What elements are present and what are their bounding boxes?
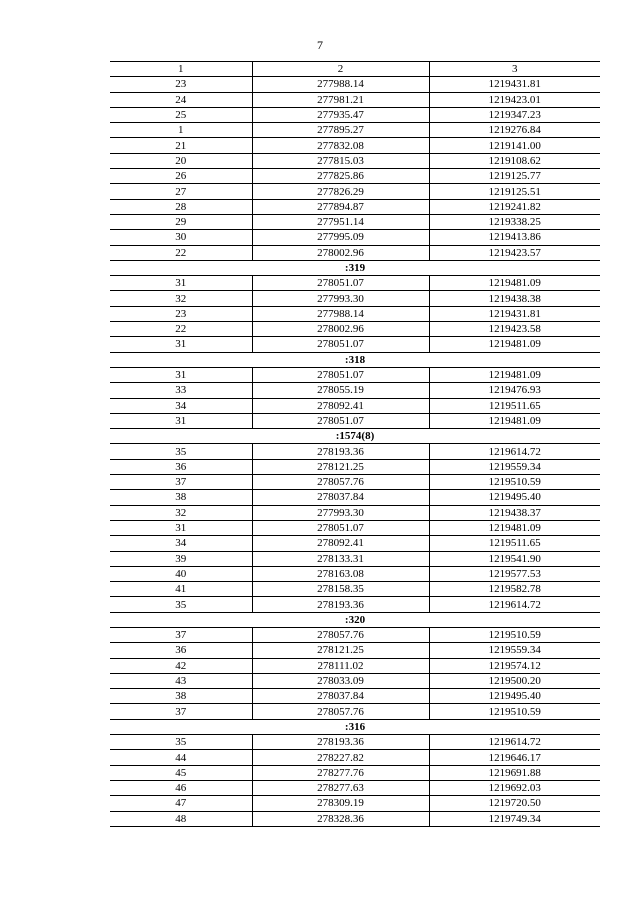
table-row <box>110 413 600 428</box>
y-coordinate-cell: 1219431.81 <box>429 306 600 321</box>
table-row <box>110 92 600 107</box>
table-row <box>110 765 600 780</box>
table-row <box>110 582 600 597</box>
x-coordinate-cell: 278037.84 <box>252 490 429 505</box>
x-coordinate-cell: 278133.31 <box>252 551 429 566</box>
table-row <box>110 444 600 459</box>
table-row <box>110 459 600 474</box>
x-coordinate-cell: 278002.96 <box>252 322 429 337</box>
point-number-cell: 43 <box>110 673 252 688</box>
y-coordinate-cell: 1219438.38 <box>429 291 600 306</box>
point-number-cell: 42 <box>110 658 252 673</box>
y-coordinate-cell: 1219749.34 <box>429 811 600 826</box>
section-title-row <box>110 352 600 367</box>
point-number-cell: 1 <box>110 123 252 138</box>
y-coordinate-cell: 1219510.59 <box>429 475 600 490</box>
table-header-row <box>110 62 600 77</box>
table-row <box>110 811 600 826</box>
point-number-cell: 23 <box>110 306 252 321</box>
table-row <box>110 199 600 214</box>
table-row <box>110 138 600 153</box>
column-header-y: 3 <box>429 62 600 77</box>
table-row <box>110 750 600 765</box>
table-row <box>110 169 600 184</box>
x-coordinate-cell: 278051.07 <box>252 520 429 535</box>
coordinates-table-body <box>110 62 600 827</box>
y-coordinate-cell: 1219541.90 <box>429 551 600 566</box>
point-number-cell: 47 <box>110 796 252 811</box>
table-row <box>110 214 600 229</box>
column-header-x: 2 <box>252 62 429 77</box>
x-coordinate-cell: 277995.09 <box>252 230 429 245</box>
table-row <box>110 306 600 321</box>
table-row <box>110 107 600 122</box>
point-number-cell: 35 <box>110 735 252 750</box>
table-row <box>110 383 600 398</box>
y-coordinate-cell: 1219574.12 <box>429 658 600 673</box>
point-number-cell: 29 <box>110 214 252 229</box>
y-coordinate-cell: 1219559.34 <box>429 459 600 474</box>
y-coordinate-cell: 1219720.50 <box>429 796 600 811</box>
point-number-cell: 32 <box>110 505 252 520</box>
point-number-cell: 36 <box>110 459 252 474</box>
point-number-cell: 37 <box>110 704 252 719</box>
section-title: :316 <box>110 719 600 734</box>
point-number-cell: 46 <box>110 780 252 795</box>
x-coordinate-cell: 278277.63 <box>252 780 429 795</box>
point-number-cell: 31 <box>110 413 252 428</box>
y-coordinate-cell: 1219125.77 <box>429 169 600 184</box>
y-coordinate-cell: 1219510.59 <box>429 627 600 642</box>
x-coordinate-cell: 277951.14 <box>252 214 429 229</box>
x-coordinate-cell: 278193.36 <box>252 597 429 612</box>
y-coordinate-cell: 1219125.51 <box>429 184 600 199</box>
x-coordinate-cell: 278057.76 <box>252 704 429 719</box>
section-title-row <box>110 719 600 734</box>
table-row <box>110 658 600 673</box>
x-coordinate-cell: 278055.19 <box>252 383 429 398</box>
x-coordinate-cell: 277815.03 <box>252 153 429 168</box>
y-coordinate-cell: 1219614.72 <box>429 444 600 459</box>
point-number-cell: 37 <box>110 627 252 642</box>
point-number-cell: 44 <box>110 750 252 765</box>
x-coordinate-cell: 278277.76 <box>252 765 429 780</box>
x-coordinate-cell: 278037.84 <box>252 689 429 704</box>
x-coordinate-cell: 277993.30 <box>252 505 429 520</box>
table-row <box>110 123 600 138</box>
page-number: 7 <box>317 38 323 52</box>
table-row <box>110 490 600 505</box>
y-coordinate-cell: 1219577.53 <box>429 566 600 581</box>
y-coordinate-cell: 1219423.01 <box>429 92 600 107</box>
y-coordinate-cell: 1219495.40 <box>429 490 600 505</box>
point-number-cell: 31 <box>110 367 252 382</box>
y-coordinate-cell: 1219500.20 <box>429 673 600 688</box>
x-coordinate-cell: 277894.87 <box>252 199 429 214</box>
point-number-cell: 36 <box>110 643 252 658</box>
y-coordinate-cell: 1219614.72 <box>429 735 600 750</box>
point-number-cell: 35 <box>110 444 252 459</box>
point-number-cell: 41 <box>110 582 252 597</box>
x-coordinate-cell: 278193.36 <box>252 735 429 750</box>
y-coordinate-cell: 1219510.59 <box>429 704 600 719</box>
x-coordinate-cell: 278092.41 <box>252 536 429 551</box>
x-coordinate-cell: 278328.36 <box>252 811 429 826</box>
table-row <box>110 597 600 612</box>
y-coordinate-cell: 1219481.09 <box>429 367 600 382</box>
x-coordinate-cell: 278121.25 <box>252 459 429 474</box>
table-row <box>110 230 600 245</box>
table-row <box>110 398 600 413</box>
x-coordinate-cell: 278309.19 <box>252 796 429 811</box>
y-coordinate-cell: 1219141.00 <box>429 138 600 153</box>
table-row <box>110 673 600 688</box>
y-coordinate-cell: 1219423.58 <box>429 322 600 337</box>
coordinates-table <box>110 61 600 827</box>
table-row <box>110 536 600 551</box>
x-coordinate-cell: 277935.47 <box>252 107 429 122</box>
x-coordinate-cell: 278033.09 <box>252 673 429 688</box>
table-row <box>110 627 600 642</box>
x-coordinate-cell: 278051.07 <box>252 367 429 382</box>
point-number-cell: 33 <box>110 383 252 398</box>
y-coordinate-cell: 1219241.82 <box>429 199 600 214</box>
table-row <box>110 184 600 199</box>
y-coordinate-cell: 1219276.84 <box>429 123 600 138</box>
point-number-cell: 38 <box>110 490 252 505</box>
column-header-point: 1 <box>110 62 252 77</box>
table-row <box>110 153 600 168</box>
x-coordinate-cell: 278002.96 <box>252 245 429 260</box>
table-row <box>110 735 600 750</box>
point-number-cell: 24 <box>110 92 252 107</box>
point-number-cell: 30 <box>110 230 252 245</box>
point-number-cell: 22 <box>110 322 252 337</box>
x-coordinate-cell: 278057.76 <box>252 475 429 490</box>
point-number-cell: 31 <box>110 520 252 535</box>
point-number-cell: 22 <box>110 245 252 260</box>
section-title: :320 <box>110 612 600 627</box>
x-coordinate-cell: 278092.41 <box>252 398 429 413</box>
point-number-cell: 40 <box>110 566 252 581</box>
point-number-cell: 32 <box>110 291 252 306</box>
y-coordinate-cell: 1219582.78 <box>429 582 600 597</box>
x-coordinate-cell: 278193.36 <box>252 444 429 459</box>
x-coordinate-cell: 277826.29 <box>252 184 429 199</box>
y-coordinate-cell: 1219481.09 <box>429 413 600 428</box>
x-coordinate-cell: 278158.35 <box>252 582 429 597</box>
section-title: :319 <box>110 260 600 275</box>
y-coordinate-cell: 1219692.03 <box>429 780 600 795</box>
y-coordinate-cell: 1219614.72 <box>429 597 600 612</box>
y-coordinate-cell: 1219108.62 <box>429 153 600 168</box>
section-title-row <box>110 260 600 275</box>
x-coordinate-cell: 277825.86 <box>252 169 429 184</box>
table-row <box>110 566 600 581</box>
table-row <box>110 689 600 704</box>
y-coordinate-cell: 1219438.37 <box>429 505 600 520</box>
x-coordinate-cell: 278163.08 <box>252 566 429 581</box>
y-coordinate-cell: 1219481.09 <box>429 276 600 291</box>
point-number-cell: 35 <box>110 597 252 612</box>
table-row <box>110 780 600 795</box>
table-row <box>110 796 600 811</box>
table-row <box>110 704 600 719</box>
table-row <box>110 322 600 337</box>
point-number-cell: 25 <box>110 107 252 122</box>
x-coordinate-cell: 278051.07 <box>252 276 429 291</box>
point-number-cell: 21 <box>110 138 252 153</box>
point-number-cell: 45 <box>110 765 252 780</box>
point-number-cell: 27 <box>110 184 252 199</box>
point-number-cell: 26 <box>110 169 252 184</box>
y-coordinate-cell: 1219476.93 <box>429 383 600 398</box>
table-row <box>110 520 600 535</box>
y-coordinate-cell: 1219495.40 <box>429 689 600 704</box>
y-coordinate-cell: 1219511.65 <box>429 398 600 413</box>
table-row <box>110 245 600 260</box>
table-row <box>110 643 600 658</box>
point-number-cell: 39 <box>110 551 252 566</box>
point-number-cell: 48 <box>110 811 252 826</box>
section-title-row <box>110 429 600 444</box>
x-coordinate-cell: 278227.82 <box>252 750 429 765</box>
section-title: :1574(8) <box>110 429 600 444</box>
point-number-cell: 23 <box>110 77 252 92</box>
table-row <box>110 475 600 490</box>
x-coordinate-cell: 277988.14 <box>252 306 429 321</box>
y-coordinate-cell: 1219559.34 <box>429 643 600 658</box>
table-row <box>110 77 600 92</box>
x-coordinate-cell: 278111.02 <box>252 658 429 673</box>
x-coordinate-cell: 278051.07 <box>252 413 429 428</box>
section-title: :318 <box>110 352 600 367</box>
point-number-cell: 34 <box>110 536 252 551</box>
x-coordinate-cell: 278057.76 <box>252 627 429 642</box>
table-row <box>110 337 600 352</box>
point-number-cell: 28 <box>110 199 252 214</box>
y-coordinate-cell: 1219338.25 <box>429 214 600 229</box>
x-coordinate-cell: 277832.08 <box>252 138 429 153</box>
section-title-row <box>110 612 600 627</box>
point-number-cell: 37 <box>110 475 252 490</box>
x-coordinate-cell: 277981.21 <box>252 92 429 107</box>
table-row <box>110 276 600 291</box>
point-number-cell: 34 <box>110 398 252 413</box>
x-coordinate-cell: 277993.30 <box>252 291 429 306</box>
y-coordinate-cell: 1219413.86 <box>429 230 600 245</box>
point-number-cell: 31 <box>110 276 252 291</box>
y-coordinate-cell: 1219347.23 <box>429 107 600 122</box>
x-coordinate-cell: 278051.07 <box>252 337 429 352</box>
y-coordinate-cell: 1219646.17 <box>429 750 600 765</box>
table-row <box>110 367 600 382</box>
x-coordinate-cell: 278121.25 <box>252 643 429 658</box>
point-number-cell: 20 <box>110 153 252 168</box>
y-coordinate-cell: 1219511.65 <box>429 536 600 551</box>
y-coordinate-cell: 1219423.57 <box>429 245 600 260</box>
x-coordinate-cell: 277895.27 <box>252 123 429 138</box>
table-row <box>110 291 600 306</box>
x-coordinate-cell: 277988.14 <box>252 77 429 92</box>
point-number-cell: 31 <box>110 337 252 352</box>
point-number-cell: 38 <box>110 689 252 704</box>
y-coordinate-cell: 1219691.88 <box>429 765 600 780</box>
table-row <box>110 551 600 566</box>
y-coordinate-cell: 1219431.81 <box>429 77 600 92</box>
table-row <box>110 505 600 520</box>
y-coordinate-cell: 1219481.09 <box>429 337 600 352</box>
y-coordinate-cell: 1219481.09 <box>429 520 600 535</box>
